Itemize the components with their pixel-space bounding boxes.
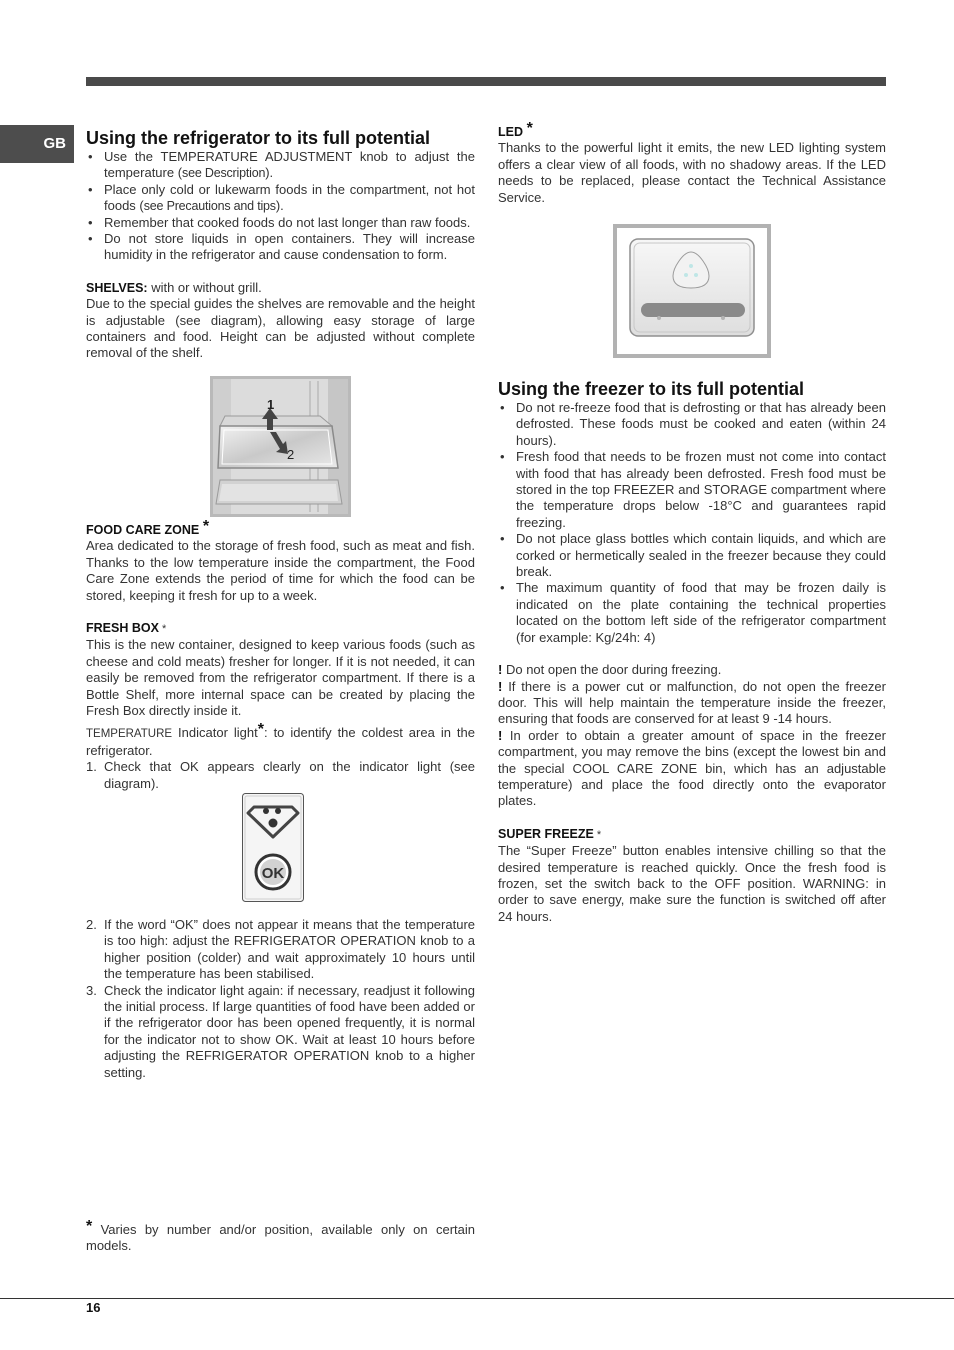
list-item bbox=[86, 983, 475, 1081]
freezer-bullet-list bbox=[498, 400, 886, 646]
asterisk: * bbox=[202, 518, 210, 535]
bullet-text: Use the TEMPERATURE ADJUSTMENT knob to adjust the temperature ( bbox=[104, 149, 475, 181]
warning-mark: ! bbox=[498, 662, 503, 678]
shelf-label-2: 2 bbox=[287, 447, 295, 462]
list-item: • Do not place glass bottles which contain liquids, and which are corked or hermetically sealed in the freezer because they could break. bbox=[498, 531, 886, 580]
page-number: 16 bbox=[86, 1300, 101, 1315]
warning-item bbox=[498, 679, 886, 728]
shelves-paragraph bbox=[86, 280, 475, 296]
temperature-paragraph bbox=[86, 721, 475, 759]
list-item bbox=[86, 149, 475, 182]
step-text: Check the indicator light again: if necessary, readjust it following the initial process. If large quantities of food have been added or if the refrigerator door has been opened frequently, it is normal for the indicator not to show OK. Wait at least 10 hours before adjusting the REFRIGERATOR OPERATION knob to a higher setting. bbox=[104, 982, 475, 1080]
shelves-text: Due to the special guides the shelves are removable and the height is adjustable (see diagram), allowing easy storage of large containers and food. Height can be adjusted without complete removal of the shelf. bbox=[86, 296, 475, 361]
led-diagram bbox=[613, 224, 771, 358]
temperature-label: TEMPERATURE bbox=[86, 728, 173, 741]
warning-item bbox=[498, 728, 886, 810]
super-freeze-text: The “Super Freeze” button enables intensive chilling so that the desired temperature is reached quickly. Once the fresh food is frozen, set the switch back to the OFF position. WARNING: in order to save energy, make sure the function is switched off after 24 hours. bbox=[498, 843, 886, 924]
led-label: LED bbox=[498, 125, 523, 139]
shelf-label-1: 1 bbox=[267, 397, 275, 412]
freezer-heading: Using the freezer to its full potential bbox=[498, 379, 805, 399]
bullet-text: Do not store liquids in open containers. They will increase humidity in the refrigerator and cause condensation to form. bbox=[104, 231, 475, 263]
bullet-text: Place only cold or lukewarm foods in the compartment, not hot foods ( bbox=[104, 181, 475, 214]
ok-indicator-label: OK bbox=[261, 865, 285, 882]
left-column bbox=[86, 124, 475, 362]
step-number: 2. bbox=[86, 917, 97, 932]
shelves-label: SHELVES: bbox=[86, 280, 148, 295]
footer-rule bbox=[0, 1298, 954, 1299]
warning-mark: ! bbox=[498, 678, 503, 694]
warnings bbox=[498, 662, 886, 810]
warning-mark: ! bbox=[498, 727, 503, 743]
fresh-box-label: FRESH BOX bbox=[86, 621, 159, 636]
led-heading bbox=[498, 120, 886, 140]
ok-indicator-diagram bbox=[242, 793, 304, 902]
led-diagram-svg bbox=[613, 224, 771, 358]
right-column-lower bbox=[498, 378, 886, 925]
list-item bbox=[86, 215, 475, 231]
asterisk: * bbox=[526, 120, 533, 137]
food-care-label: FOOD CARE ZONE bbox=[86, 523, 200, 537]
fresh-box-text: This is the new container, designed to keep various foods (such as cheese and cold meats) fresher for longer. If it is not needed, it can easily be removed from the refrigerator compartment. If there is a Bottle Shelf, more internal space can be created by placing the Fresh Box directly inside it. bbox=[86, 637, 475, 719]
steps-list-top bbox=[86, 759, 475, 792]
temperature-tail: : to identify the coldest area in the refrigerator. bbox=[86, 725, 475, 758]
fridge-heading: Using the refrigerator to its full potential bbox=[86, 128, 431, 148]
asterisk: * bbox=[158, 623, 167, 636]
left-steps-lower bbox=[86, 917, 475, 1081]
temperature-mid: Indicator light bbox=[172, 725, 258, 741]
list-item: • Fresh food that needs to be frozen must not come into contact with food that has already been defrosted. Fresh food must be stored in the top FREEZER and STORAGE compartment where the temperature drops below -18°C and guarantees rapid freezing. bbox=[498, 449, 886, 531]
shelf-diagram bbox=[210, 376, 351, 517]
cross-reference: see Description bbox=[182, 166, 266, 181]
bullet-tail: ). bbox=[265, 165, 274, 181]
super-freeze-heading bbox=[498, 826, 886, 843]
asterisk: * bbox=[86, 1218, 93, 1235]
fresh-box-heading bbox=[86, 620, 475, 637]
food-care-heading bbox=[86, 518, 475, 538]
left-column-lower bbox=[86, 518, 475, 792]
shelf-diagram-svg bbox=[210, 376, 351, 517]
step-text: If the word “OK” does not appear it means that the temperature is too high: adjust the REFRIGERATOR OPERATION knob to a higher position (colder) and wait approximately 10 hours until the temperature has been stabilised. bbox=[104, 917, 475, 982]
list-item bbox=[86, 231, 475, 264]
list-item: • The maximum quantity of food that may be frozen daily is indicated on the plate containing the technical properties located on the bottom left side of the refrigerator compartment (for example: Kg/24h: 4) bbox=[498, 580, 886, 646]
right-column bbox=[498, 120, 886, 206]
asterisk: * bbox=[257, 721, 264, 739]
list-item: • Do not re-freeze food that is defrosting or that has already been defrosted. These foods must be cooked and eaten (within 24 hours). bbox=[498, 400, 886, 449]
bullet-tail: ). bbox=[275, 198, 284, 214]
warning-text: Do not open the door during freezing. bbox=[505, 662, 722, 678]
food-care-text: Area dedicated to the storage of fresh food, such as meat and fish. Thanks to the low temperature inside the compartment, the Food Care Zone extends the period of time for which the food can be stored, keeping it fresh for up to a week. bbox=[86, 538, 475, 603]
steps-list-bottom bbox=[86, 917, 475, 1081]
step-number: 3. bbox=[86, 982, 97, 998]
warning-text: In order to obtain a greater amount of space in the freezer compartment, you may remove the bins (except the lowest bin and the special COOL CARE ZONE bin, which has an adjustable temperature) and place the food directly onto the evaporator plates. bbox=[498, 727, 886, 809]
warning-text: If there is a power cut or malfunction, do not open the freezer door. This will help maintain the temperature inside the freezer, ensuring that foods are conserved for at least 9 -14 hours. bbox=[498, 678, 886, 727]
language-tab: GB bbox=[0, 125, 74, 163]
warning-item bbox=[498, 662, 886, 678]
ok-indicator-svg bbox=[242, 793, 304, 902]
fridge-bullet-list bbox=[86, 149, 475, 264]
footnote-text: Varies by number and/or position, available only on certain models. bbox=[86, 1222, 475, 1254]
led-text: Thanks to the powerful light it emits, the new LED lighting system offers a clear view of all foods, with no shadowy areas. If the LED needs to be replaced, please contact the Technical Assistance Service. bbox=[498, 140, 886, 205]
footnote bbox=[86, 1218, 475, 1255]
header-rule bbox=[86, 77, 886, 86]
asterisk: * bbox=[593, 828, 602, 841]
step-text: Check that OK appears clearly on the indicator light (see diagram). bbox=[104, 759, 475, 791]
list-item bbox=[86, 182, 475, 215]
bullet-text: Remember that cooked foods do not last longer than raw foods. bbox=[104, 214, 471, 230]
list-item bbox=[86, 759, 475, 792]
super-freeze-label: SUPER FREEZE bbox=[498, 826, 594, 841]
cross-reference: see Precautions and tips bbox=[143, 199, 276, 214]
step-number: 1. bbox=[86, 759, 97, 775]
list-item bbox=[86, 917, 475, 983]
shelves-inline: with or without grill. bbox=[147, 279, 262, 295]
